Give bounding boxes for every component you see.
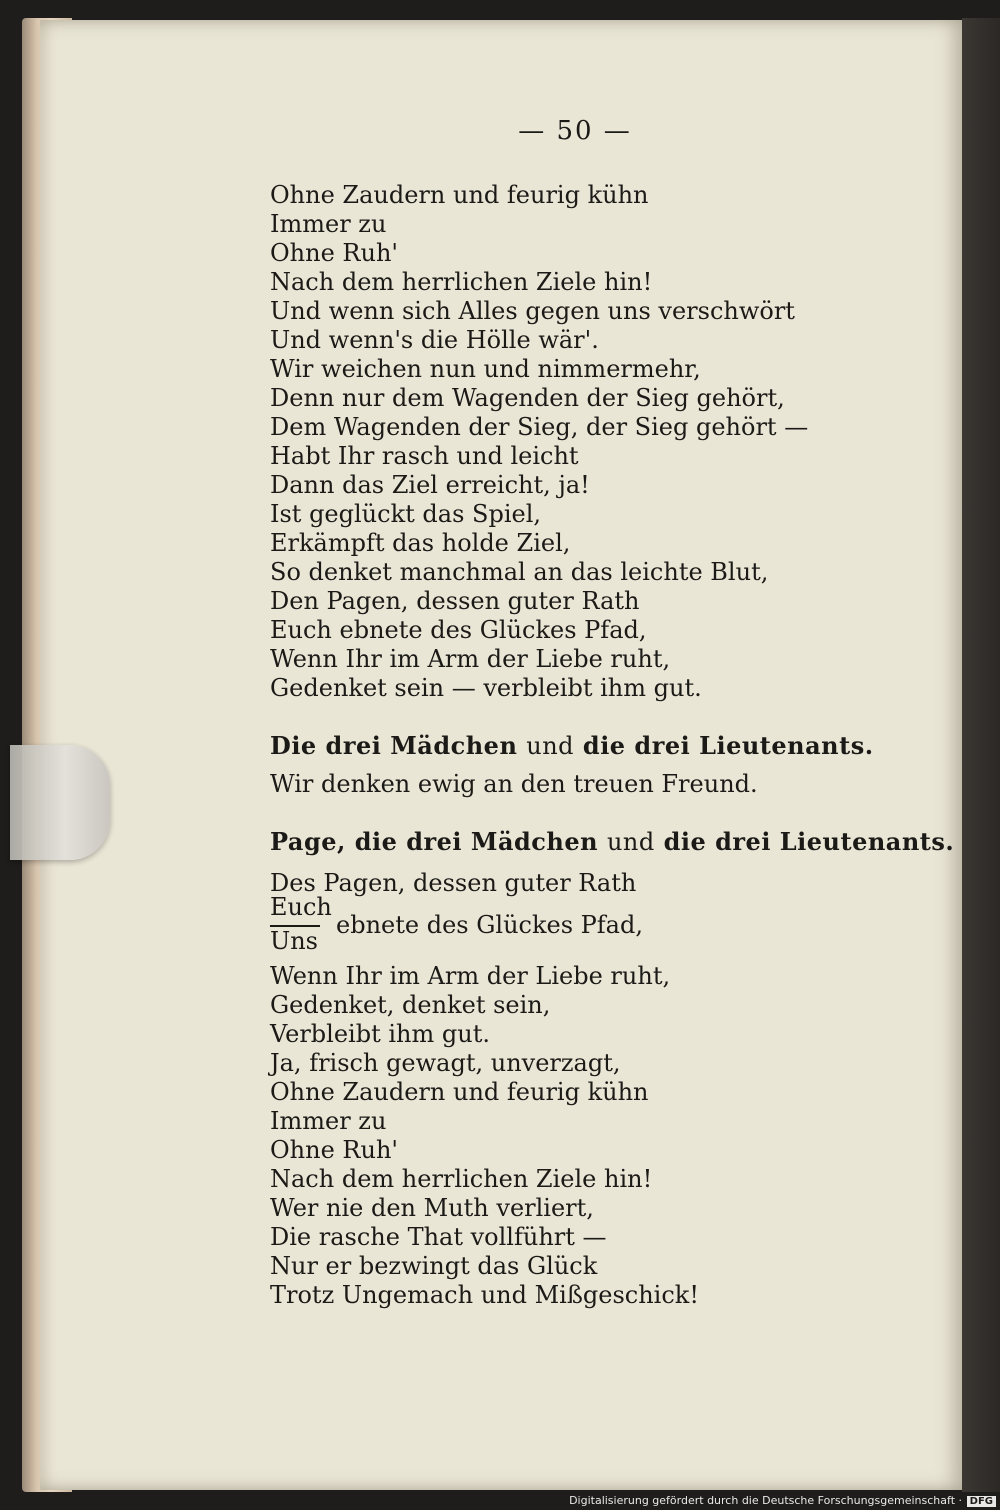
verse-line: Ohne Zaudern und feurig kühn: [270, 181, 649, 209]
scan-background-right: [962, 18, 1000, 1492]
verse-line: Die rasche That vollführt —: [270, 1223, 607, 1251]
speaker-heading-part1: Page, die drei Mädchen: [270, 827, 599, 856]
verse-line: So denket manchmal an das leichte Blut,: [270, 558, 769, 586]
speaker-heading: [270, 827, 954, 856]
verse-line: Wenn Ihr im Arm der Liebe ruht,: [270, 645, 671, 673]
verse-line: Nur er bezwingt das Glück: [270, 1252, 598, 1280]
verse-line: Immer zu: [270, 1107, 387, 1135]
verse-line: Wir denken ewig an den treuen Freund.: [270, 770, 758, 798]
verse-line: Wer nie den Muth verliert,: [270, 1194, 594, 1222]
verse-line: Denn nur dem Wagenden der Sieg gehört,: [270, 384, 785, 412]
alternative-bottom: Uns: [270, 927, 318, 955]
verse-line: Habt Ihr rasch und leicht: [270, 442, 579, 470]
verse-line-rest: ebnete des Glückes Pfad,: [336, 911, 643, 939]
verse-line: Verbleibt ihm gut.: [270, 1020, 490, 1048]
verse-line: Wir weichen nun und nimmermehr,: [270, 355, 701, 383]
speaker-heading: [270, 731, 874, 760]
speaker-heading-part2: die drei Lieutenants.: [582, 731, 874, 760]
verse-line: Gedenket, denket sein,: [270, 991, 551, 1019]
verse-line: Erkämpft das holde Ziel,: [270, 529, 571, 557]
verse-line: Dann das Ziel erreicht, ja!: [270, 471, 590, 499]
speaker-heading-and: und: [526, 732, 575, 760]
verse-line: Gedenket sein — verbleibt ihm gut.: [270, 674, 702, 702]
digitization-credit: Digitalisierung gefördert durch die Deutsche Forschungsgemeinschaft ·: [569, 1494, 962, 1507]
page-number: — 50 —: [518, 116, 632, 146]
alternative-reading: [270, 893, 643, 959]
verse-line: Nach dem herrlichen Ziele hin!: [270, 1165, 653, 1193]
verse-line: Wenn Ihr im Arm der Liebe ruht,: [270, 962, 671, 990]
verse-line: Nach dem herrlichen Ziele hin!: [270, 268, 653, 296]
verse-line: Den Pagen, dessen guter Rath: [270, 587, 640, 615]
verse-line: Und wenn's die Hölle wär'.: [270, 326, 599, 354]
verse-line: Und wenn sich Alles gegen uns verschwört: [270, 297, 795, 325]
verse-line: Euch ebnete des Glückes Pfad,: [270, 616, 647, 644]
speaker-heading-part2: die drei Lieutenants.: [663, 827, 955, 856]
alternative-top: Euch: [270, 893, 332, 921]
verse-line: Des Pagen, dessen guter Rath: [270, 869, 637, 897]
verse-line: Ohne Ruh': [270, 239, 399, 267]
speaker-heading-and: und: [606, 828, 655, 856]
verse-line: Dem Wagenden der Sieg, der Sieg gehört —: [270, 413, 809, 441]
verse-line: Ohne Ruh': [270, 1136, 399, 1164]
verse-line: Ja, frisch gewagt, unverzagt,: [270, 1049, 621, 1077]
page-clip: [10, 745, 110, 860]
verse-line: Trotz Ungemach und Mißgeschick!: [270, 1281, 699, 1309]
verse-line: Immer zu: [270, 210, 387, 238]
speaker-heading-part1: Die drei Mädchen: [270, 731, 518, 760]
verse-line: Ohne Zaudern und feurig kühn: [270, 1078, 649, 1106]
dfg-logo: DFG: [967, 1496, 996, 1507]
verse-line: Ist geglückt das Spiel,: [270, 500, 541, 528]
